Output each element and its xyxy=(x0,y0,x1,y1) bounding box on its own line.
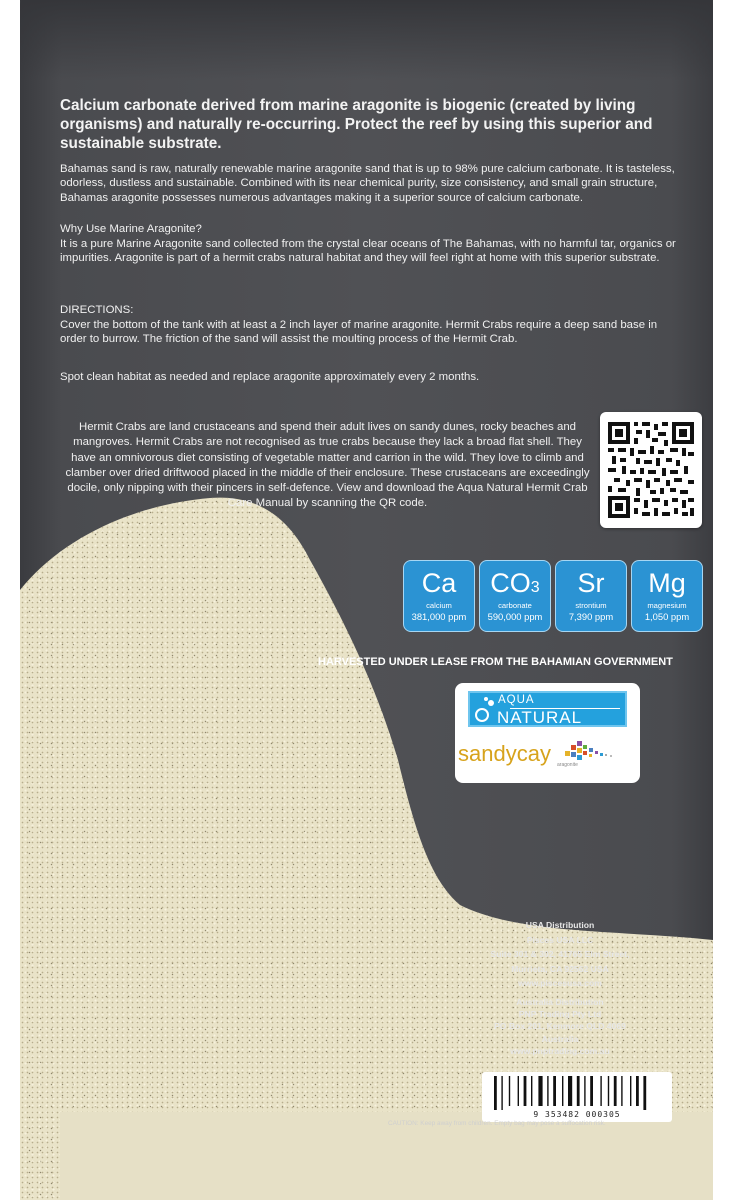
barcode-bar xyxy=(547,1076,548,1106)
qr-code[interactable] xyxy=(600,412,702,528)
description-paragraph: Bahamas sand is raw, naturally renewable marine aragonite sand that is up to 98% pure calcium carbonate. It is tasteless, odorless, dustless and sustainable. Combined with its near chemical purity, size consistency, and small grain structure, Bahamas aragonite possesses numerous advantages making it a superior source of calcium carbonate. xyxy=(60,163,675,204)
spot-clean-text: Spot clean habitat as needed and replace aragonite approximately every 2 months. xyxy=(60,371,480,383)
sandycay-logo: sandycay xyxy=(458,741,551,766)
mineral-tile-calcium xyxy=(403,560,475,632)
mineral-ppm: 1,050 ppm xyxy=(644,611,690,622)
bag-top-shading xyxy=(20,0,713,80)
why-heading: Why Use Marine Aragonite? xyxy=(60,223,202,235)
barcode-bar xyxy=(630,1076,631,1106)
barcode xyxy=(482,1072,672,1122)
mineral-symbol: Ca xyxy=(421,568,457,598)
mineral-name: calcium xyxy=(426,601,452,610)
mineral-content-row xyxy=(403,560,705,634)
barcode-bar xyxy=(590,1076,593,1106)
barcode-bar xyxy=(568,1076,572,1106)
aqua-logo-line1: AQUA xyxy=(498,694,535,706)
barcode-bar xyxy=(501,1076,502,1110)
barcode-bar xyxy=(643,1076,646,1110)
australia-distribution xyxy=(460,996,660,1057)
caution-text: CAUTION: Keep away from children. Empty bag may pose a suffocation risk. xyxy=(388,1120,606,1127)
barcode-bar xyxy=(531,1076,532,1106)
au-website-link[interactable]: www.pnptrading.com.au xyxy=(510,1045,610,1056)
sandycay-tagline: aragonite xyxy=(557,762,578,768)
hermit-crab-text: Hermit Crabs are land crustaceans and spend their adult lives on sandy dunes, rocky beaches and mangroves. Hermit Crabs are not recognised as true crabs because they lack a broad flat shell. They have an omnivorous diet consisting of vegetable matter and carrion in the wild. They love to climb and clamber over dried driftwood placed in the middle of their enclosure. These crustaceans are exceedingly docile, only nipping with their pincers in self-defence. View and download the Aqua Natural Hermit Crab Care Manual by scanning the QR code. xyxy=(65,421,590,510)
barcode-bar xyxy=(614,1076,617,1106)
aqua-logo-line2: NATURAL xyxy=(497,708,583,727)
barcode-bar xyxy=(494,1076,497,1110)
au-line: Australia Distribution xyxy=(516,997,604,1007)
au-line: PNP Trading Pty Ltd xyxy=(518,1009,602,1020)
barcode-bar xyxy=(608,1076,609,1106)
mineral-symbol: Mg xyxy=(648,568,686,598)
aqua-natural-logo xyxy=(468,691,627,727)
barcode-bar xyxy=(636,1076,639,1106)
mineral-tile-carbonate xyxy=(479,560,551,632)
barcode-number: 9 353482 000305 xyxy=(533,1110,621,1119)
au-line: PO Box 201, Kenmore QLD 4069 xyxy=(494,1021,626,1032)
mineral-ppm: 7,390 ppm xyxy=(568,611,614,622)
directions-body: Cover the bottom of the tank with at least a 2 inch layer of marine aragonite. Hermit Crabs require a deep sand base in order to burrow. The friction of the sand will assist the moulting process of the Hermit Crab. xyxy=(60,319,658,346)
barcode-bar xyxy=(524,1076,527,1106)
mineral-ppm: 590,000 ppm xyxy=(487,611,543,622)
bubbles-icon xyxy=(473,695,497,725)
barcode-bar xyxy=(509,1076,510,1106)
mineral-name: strontium xyxy=(575,601,607,610)
au-line: Australia xyxy=(541,1033,579,1044)
barcode-bar xyxy=(600,1076,601,1106)
mineral-tile-magnesium xyxy=(631,560,703,632)
barcode-bar xyxy=(577,1076,580,1106)
barcode-icon xyxy=(490,1076,664,1110)
barcode-bar xyxy=(584,1076,585,1106)
why-body: It is a pure Marine Aragonite sand collected from the crystal clear oceans of The Bahamas, with no harmful tar, organics or impurities. Aragonite is part of a hermit crabs natural habitat and they will feel right at home with this superior substrate. xyxy=(60,238,676,265)
usa-website-link[interactable]: www.piscesusa.com xyxy=(518,978,602,988)
qr-code-icon xyxy=(608,422,694,518)
usa-line: Pisces USA LLC xyxy=(526,934,594,945)
mineral-name: magnesium xyxy=(647,601,687,610)
usa-line: USA Distribution xyxy=(525,920,595,930)
barcode-bar xyxy=(538,1076,542,1106)
mineral-subscript: 3 xyxy=(530,579,540,596)
barcode-bar xyxy=(562,1076,563,1106)
harvest-notice: HARVESTED UNDER LEASE FROM THE BAHAMIAN GOVERNMENT xyxy=(318,656,673,668)
barcode-bar xyxy=(518,1076,519,1106)
mineral-tile-strontium xyxy=(555,560,627,632)
mineral-ppm: 381,000 ppm xyxy=(411,611,467,622)
mineral-name: carbonate xyxy=(498,601,532,610)
barcode-bar xyxy=(621,1076,622,1106)
intro-heading: Calcium carbonate derived from marine aragonite is biogenic (created by living organisms) and naturally re-occurring. Protect the reef by using this superior and sustainable substrate. xyxy=(60,97,653,152)
usa-line: Murrieta, CA 92562 USA xyxy=(511,963,609,974)
barcode-bar xyxy=(553,1076,556,1106)
mineral-symbol: CO xyxy=(490,568,531,598)
usa-line: Suite 301 & 302, 41765 Elm Street, xyxy=(490,949,630,959)
usa-distribution xyxy=(460,918,660,991)
directions-heading: DIRECTIONS: xyxy=(60,304,134,316)
mineral-symbol: Sr xyxy=(577,568,605,598)
brand-logos xyxy=(455,683,640,783)
